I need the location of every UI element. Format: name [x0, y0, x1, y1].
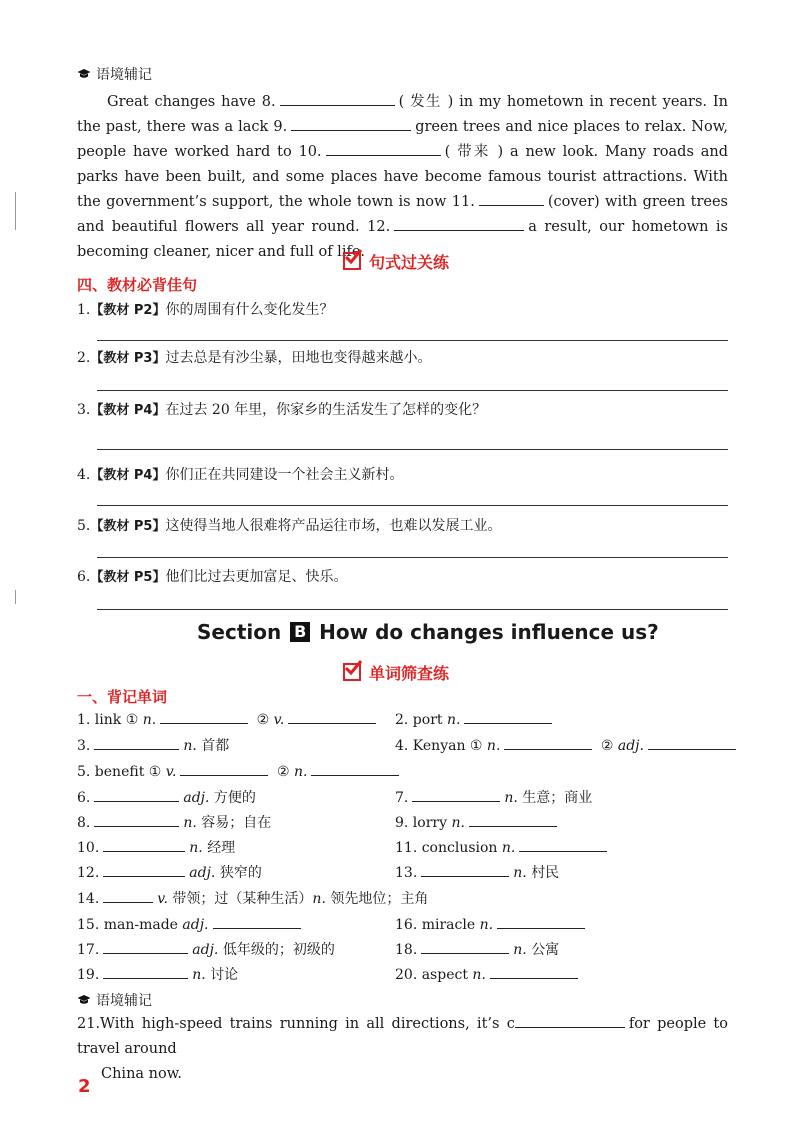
vocab-blank[interactable] — [103, 862, 185, 877]
vocab-blank[interactable] — [213, 914, 301, 929]
vocab-blank[interactable] — [160, 709, 248, 724]
vocab-item-2: 2. port n. — [395, 709, 556, 730]
vocab-blank[interactable] — [519, 837, 607, 852]
vocab-blank[interactable] — [412, 787, 500, 802]
vocab-item-17: 17. adj. 低年级的；初级的 — [77, 939, 335, 960]
blank-10[interactable] — [326, 141, 441, 156]
vocab-item-16: 16. miracle n. — [395, 914, 589, 935]
vocab-blank[interactable] — [94, 735, 179, 750]
answer-line[interactable] — [97, 557, 728, 558]
vocab-blank[interactable] — [311, 761, 399, 776]
blank-9[interactable] — [291, 116, 411, 131]
vocab-blank[interactable] — [288, 709, 376, 724]
vocab-item-20: 20. aspect n. — [395, 964, 582, 985]
question-21: 21.With high-speed trains running in all directions, it’s c for people to travel around China now. — [77, 1012, 728, 1087]
vocab-item-19: 19. n. 讨论 — [77, 964, 238, 985]
page-number: 2 — [78, 1076, 91, 1097]
vocab-blank[interactable] — [180, 761, 268, 776]
section-badge-sentences: 句式过关练 — [343, 250, 449, 272]
answer-line[interactable] — [97, 340, 728, 341]
vocab-item-6: 6. adj. 方便的 — [77, 787, 256, 808]
graduation-cap-icon — [77, 994, 90, 1005]
context-heading: 语境辅记 — [77, 990, 152, 1010]
sentence-item: 4.【教材 P4】你们正在共同建设一个社会主义新村。 — [77, 467, 404, 483]
vocab-item-15: 15. man-made adj. — [77, 914, 305, 935]
blank-21[interactable] — [515, 1013, 625, 1028]
answer-line[interactable] — [97, 390, 728, 391]
vocab-blank[interactable] — [464, 709, 552, 724]
margin-mark — [15, 590, 16, 604]
vocab-item-10: 10. n. 经理 — [77, 837, 235, 858]
blank-8[interactable] — [280, 91, 395, 106]
vocab-item-8: 8. n. 容易；自在 — [77, 812, 271, 833]
vocab-blank[interactable] — [421, 862, 509, 877]
answer-line[interactable] — [97, 609, 728, 610]
blank-12[interactable] — [394, 216, 524, 231]
vocab-blank[interactable] — [504, 735, 592, 750]
vocab-blank[interactable] — [103, 888, 153, 903]
vocab-blank[interactable] — [469, 812, 557, 827]
sentence-item: 2.【教材 P3】过去总是有沙尘暴，田地也变得越来越小。 — [77, 350, 432, 366]
passage: Great changes have 8. ( 发生 ) in my hometown in recent years. In the past, there was a lack 9. green trees and nice places to relax. Now, people have worked hard to 10. ( 带来 ) a new look. Many roads and parks have been built, and some places have become famous tourist attractions. With the government’s support, the whole town is now 11. (cover) with green trees and beautiful flowers all year round. 12. a result, our hometown is becoming cleaner, nicer and full of life. — [77, 90, 728, 265]
section-badge-words: 单词筛查练 — [343, 661, 449, 683]
sentence-heading: 四、教材必背佳句 — [77, 276, 198, 294]
vocab-item-13: 13. n. 村民 — [395, 862, 559, 883]
vocab-blank[interactable] — [94, 787, 179, 802]
graduation-cap-icon — [77, 68, 90, 79]
vocab-blank[interactable] — [94, 812, 179, 827]
vocab-blank[interactable] — [490, 964, 578, 979]
sentence-item: 3.【教材 P4】在过去 20 年里，你家乡的生活发生了怎样的变化？ — [77, 402, 487, 418]
vocab-blank[interactable] — [648, 735, 736, 750]
context-heading: 语境辅记 — [77, 64, 152, 84]
vocab-blank[interactable] — [103, 964, 188, 979]
vocab-item-18: 18. n. 公寓 — [395, 939, 559, 960]
vocab-item-1: 1. link ① n. ② v. — [77, 709, 380, 730]
vocab-blank[interactable] — [497, 914, 585, 929]
vocab-item-5: 5. benefit ① v. ② n. — [77, 761, 403, 782]
vocab-item-14: 14. v. 带领；过（某种生活）n. 领先地位；主角 — [77, 888, 428, 909]
answer-line[interactable] — [97, 449, 728, 450]
section-b-title: Section B How do changes influence us? — [197, 620, 659, 644]
section-letter-badge: B — [290, 622, 310, 642]
vocab-blank[interactable] — [103, 939, 188, 954]
sentence-item: 5.【教材 P5】这使得当地人很难将产品运往市场，也难以发展工业。 — [77, 518, 502, 534]
vocab-blank[interactable] — [421, 939, 509, 954]
checkbox-icon — [343, 252, 361, 270]
margin-mark — [15, 192, 16, 230]
vocab-item-9: 9. lorry n. — [395, 812, 561, 833]
vocab-blank[interactable] — [103, 837, 185, 852]
word-heading: 一、背记单词 — [77, 688, 168, 706]
blank-11[interactable] — [479, 191, 544, 206]
sentence-item: 6.【教材 P5】他们比过去更加富足、快乐。 — [77, 569, 348, 585]
vocab-item-3: 3. n. 首都 — [77, 735, 229, 756]
vocab-item-7: 7. n. 生意；商业 — [395, 787, 592, 808]
checkbox-icon — [343, 663, 361, 681]
vocab-item-12: 12. adj. 狭窄的 — [77, 862, 262, 883]
vocab-item-11: 11. conclusion n. — [395, 837, 611, 858]
answer-line[interactable] — [97, 505, 728, 506]
sentence-item: 1.【教材 P2】你的周围有什么变化发生？ — [77, 302, 334, 318]
vocab-item-4: 4. Kenyan ① n. ② adj. — [395, 735, 740, 756]
